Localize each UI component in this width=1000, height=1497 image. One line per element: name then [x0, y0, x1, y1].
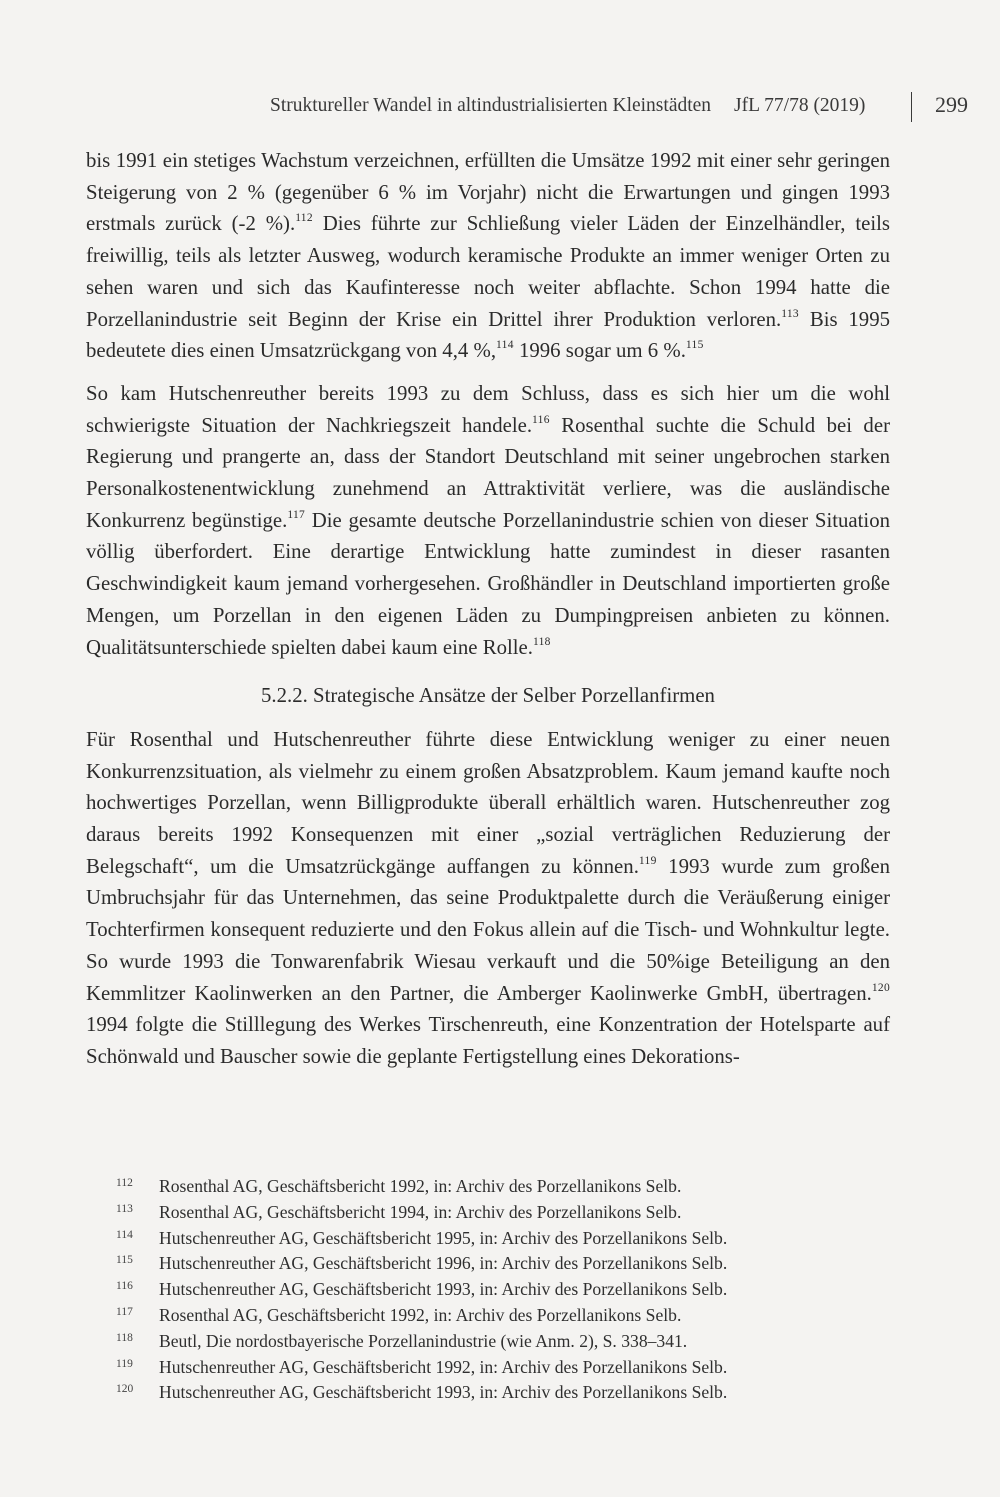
footnote-text: Rosenthal AG, Geschäftsbericht 1992, in: Archiv des Porzellanikons Selb.: [159, 1304, 682, 1325]
footnote-ref: 115: [685, 339, 704, 352]
footnote-number: 120: [116, 1383, 134, 1396]
footnote-text: Rosenthal AG, Geschäftsbericht 1992, in: Archiv des Porzellanikons Selb.: [159, 1176, 682, 1196]
header-divider: [911, 92, 912, 122]
page-number: 299: [935, 92, 968, 117]
paragraph-text: 1993 wurde zum großen Umbruchsjahr für das Unternehmen, das seine Produktpalette durch die Veräußerung einiger Tochterfirmen konsequent reduzierte und den Fokus allein auf die Tisch- und Wohnkultur legte. So wurde 1993 die Tonwarenfabrik Wiesau verkauft und die 50%ige Beteiligung an den Kemmlitzer Kaolinwerken an den Partner, die Amberger Kaolinwerke GmbH, übertragen.: [86, 854, 890, 1005]
footnote-number: 113: [116, 1202, 133, 1215]
paragraph-3: [86, 724, 890, 1073]
footnote-ref: 119: [638, 854, 657, 867]
footnote-number: 118: [116, 1331, 133, 1344]
paragraph-2: [86, 378, 890, 663]
footnote-text: Hutschenreuther AG, Geschäftsbericht 1992, in: Archiv des Porzellanikons Selb.: [159, 1356, 728, 1377]
footnote-number: 114: [116, 1228, 133, 1241]
footnote: [116, 1226, 876, 1252]
footnote-number: 119: [116, 1357, 133, 1370]
running-header-journal: JfL 77/78 (2019): [734, 95, 866, 116]
footnote: [116, 1200, 876, 1226]
footnote-number: 117: [116, 1305, 133, 1318]
paragraph-text: Für Rosenthal und Hutschenreuther führte diese Entwicklung weniger zu einer neuen Konkurrenzsituation, als vielmehr zu einem großen Absatzproblem. Kaum jemand kaufte noch hochwertiges Porzellan, wenn Billigprodukte überall erhältlich waren. Hutschenreuther zog daraus bereits 1992 Konsequenzen mit einer „sozial verträglichen Reduzierung der Belegschaft“, um die Umsatzrückgänge auffangen zu können.: [86, 727, 890, 878]
footnote: [116, 1303, 876, 1329]
footnote: [116, 1277, 876, 1303]
paragraph-text: 1994 folgte die Stilllegung des Werkes Tirschenreuth, eine Konzentration der Hotelsparte auf Schönwald und Bauscher sowie die geplante Fertigstellung eines Dekorations-: [86, 1013, 890, 1068]
paragraph-text: So kam Hutschenreuther bereits 1993 zu dem Schluss, dass es sich hier um die wohl schwierigste Situation der Nachkriegszeit handele.: [86, 381, 890, 437]
footnote-text: Hutschenreuther AG, Geschäftsbericht 1993, in: Archiv des Porzellanikons Selb.: [159, 1382, 728, 1403]
footnote-number: 116: [116, 1280, 133, 1293]
paragraph-text: Rosenthal suchte die Schuld bei der Regierung und prangerte an, dass der Standort Deutschland mit seiner ungebrochen starken Personalkostenentwicklung zunehmend an Attraktivität verliere, was die ausländische Konkurrenz begünstige.: [86, 413, 890, 532]
paragraph-text: 1996 sogar um 6 %.: [513, 339, 686, 363]
footnote: [116, 1251, 876, 1277]
footnote-text: Beutl, Die nordostbayerische Porzellanindustrie (wie Anm. 2), S. 338–341.: [159, 1330, 688, 1351]
footnote-ref: 113: [781, 307, 799, 320]
footnote: [116, 1380, 876, 1406]
footnote: [116, 1355, 876, 1381]
running-header-title: Struktureller Wandel in altindustrialisierten Kleinstädten: [270, 95, 712, 116]
paragraph-1: [86, 145, 890, 367]
footnote-ref: 112: [295, 212, 313, 225]
footnote-text: Hutschenreuther AG, Geschäftsbericht 1996, in: Archiv des Porzellanikons Selb.: [159, 1253, 728, 1274]
footnote-text: Hutschenreuther AG, Geschäftsbericht 1993, in: Archiv des Porzellanikons Selb.: [159, 1279, 728, 1300]
paragraph-text: Dies führte zur Schließung vieler Läden der Einzelhändler, teils freiwillig, teils als letzter Ausweg, wodurch keramische Produkte an immer weniger Orten zu sehen waren und sich das Kaufinteresse noch weiter abflachte. Schon 1994 hatte die Porzellanindustrie seit Beginn der Krise ein Drittel ihrer Produktion verloren.: [86, 212, 890, 331]
footnote-text: Rosenthal AG, Geschäftsbericht 1994, in: Archiv des Porzellanikons Selb.: [159, 1201, 682, 1222]
footnotes: [116, 1174, 876, 1406]
footnote-number: 115: [116, 1254, 133, 1267]
footnote-ref: 118: [533, 635, 551, 648]
footnote: [116, 1329, 876, 1355]
paragraph-text: Die gesamte deutsche Porzellanindustrie schien von dieser Situation völlig überfordert. Eine derartige Entwicklung hatte zumindest in dieser rasanten Geschwindigkeit kaum jemand vorhergesehen. Großhändler in Deutschland importierten große Mengen, um Porzellan in den eigenen Läden zu Dumpingpreisen anbieten zu können. Qualitätsunterschiede spielten dabei kaum eine Rolle.: [86, 508, 890, 659]
main-text: [86, 145, 890, 1073]
running-header: [270, 88, 970, 124]
footnote: [116, 1174, 876, 1200]
footnote-ref: 114: [496, 339, 514, 352]
footnote-text: Hutschenreuther AG, Geschäftsbericht 1995, in: Archiv des Porzellanikons Selb.: [159, 1227, 728, 1248]
paragraph-text: bis 1991 ein stetiges Wachstum verzeichnen, erfüllten die Umsätze 1992 mit einer sehr geringen Steigerung von 2 % (gegenüber 6 % im Vorjahr) nicht die Erwartungen und gingen 1993 erstmals zurück (-2 %).: [86, 149, 890, 236]
footnote-ref: 117: [287, 508, 306, 521]
section-heading: 5.2.2. Strategische Ansätze der Selber Porzellanfirmen: [261, 684, 715, 708]
footnote-ref: 116: [532, 413, 550, 426]
footnote-ref: 120: [871, 981, 890, 994]
paragraph-text: Bis 1995 bedeutete dies einen Umsatzrückgang von 4,4 %,: [86, 307, 890, 363]
footnote-number: 112: [116, 1177, 133, 1189]
